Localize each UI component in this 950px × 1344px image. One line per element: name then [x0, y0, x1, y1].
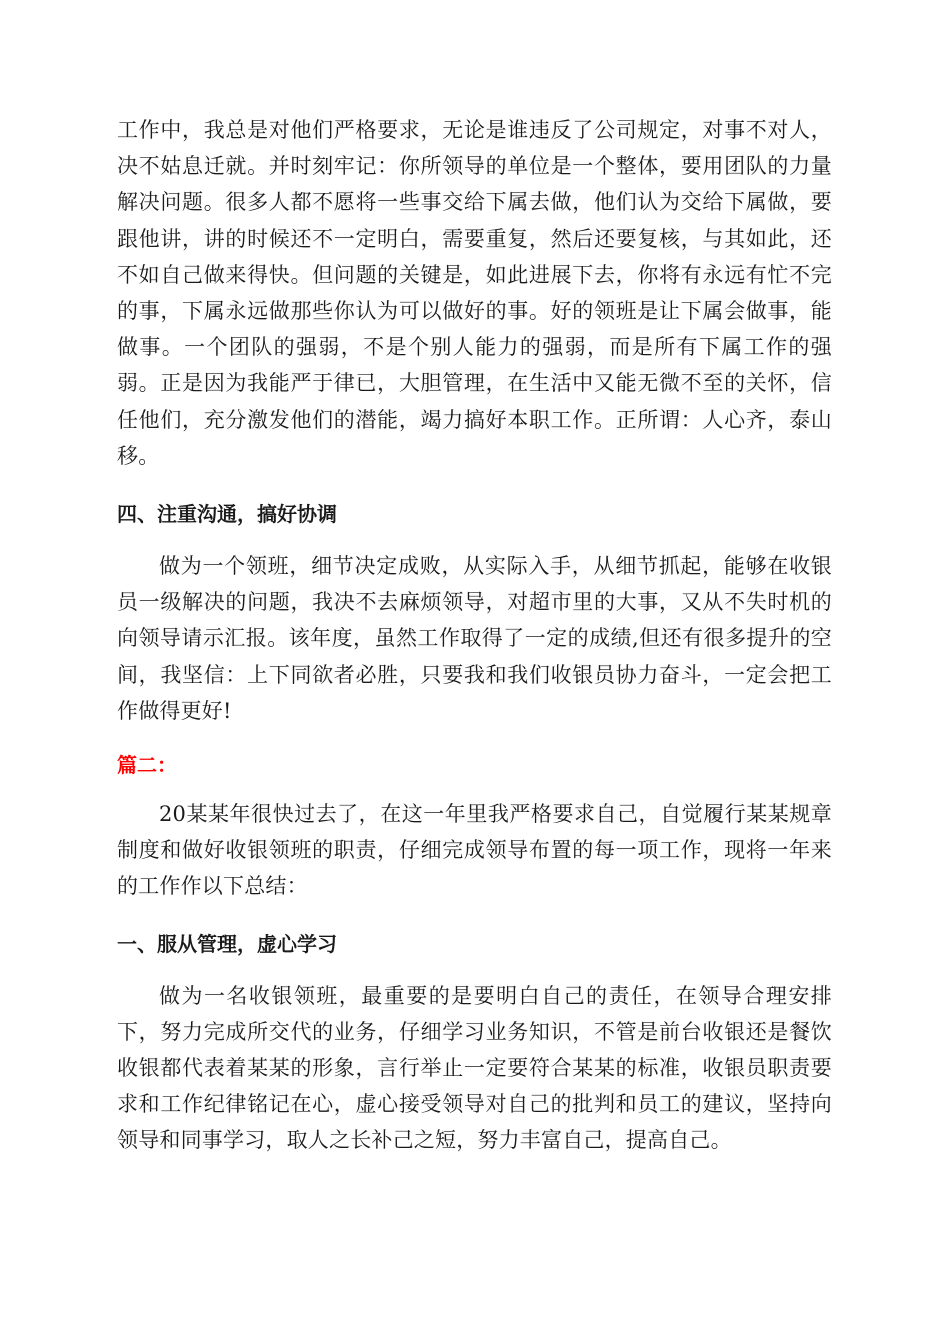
section-heading: 一、服从管理，虚心学习 — [117, 931, 337, 956]
document-page — [117, 112, 832, 1159]
body-paragraph: 工作中，我总是对他们严格要求，无论是谁违反了公司规定，对事不对人，决不姑息迁就。并时刻牢记：你所领导的单位是一个整体，要用团队的力量解决问题。很多人都不愿将一些事交给下属去做，他们认为交给下属做，要跟他讲，讲的时候还不一定明白，需要重复，然后还要复核，与其如此，还不如自己做来得快。但问题的关键是，如此进展下去，你将有永远有忙不完的事，下属永远做那些你认为可以做好的事。好的领班是让下属会做事，能做事。一个团队的强弱，不是个别人能力的强弱，而是所有下属工作的强弱。正是因为我能严于律已，大胆管理，在生活中又能无微不至的关怀，信任他们，充分激发他们的潜能，竭力搞好本职工作。正所谓：人心齐，泰山移。 — [117, 118, 832, 468]
section-heading: 四、注重沟通，搞好协调 — [117, 502, 337, 527]
body-paragraph: 做为一名收银领班，最重要的是要明白自己的责任，在领导合理安排下，努力完成所交代的业务，仔细学习业务知识，不管是前台收银还是餐饮收银都代表着某某的形象，言行举止一定要符合某某的标准，收银员职责要求和工作纪律铭记在心，虚心接受领导对自己的批判和员工的建议，坚持向领导和同事学习，取人之长补己之短，努力丰富自己，提高自己。 — [117, 983, 832, 1153]
body-paragraph: 做为一个领班，细节决定成败，从实际入手，从细节抓起，能够在收银员一级解决的问题，我决不去麻烦领导，对超市里的大事，又从不失时机的向领导请示汇报。该年度，虽然工作取得了一定的成绩,但还有很多提升的空间，我坚信：上下同欲者必胜，只要我和我们收银员协力奋斗，一定会把工作做得更好! — [117, 554, 832, 723]
body-paragraph: 20某某年很快过去了，在这一年里我严格要求自己，自觉履行某某规章制度和做好收银领班的职责，仔细完成领导布置的每一项工作，现将一年来的工作作以下总结： — [117, 802, 832, 899]
part-heading: 篇二： — [117, 753, 177, 778]
